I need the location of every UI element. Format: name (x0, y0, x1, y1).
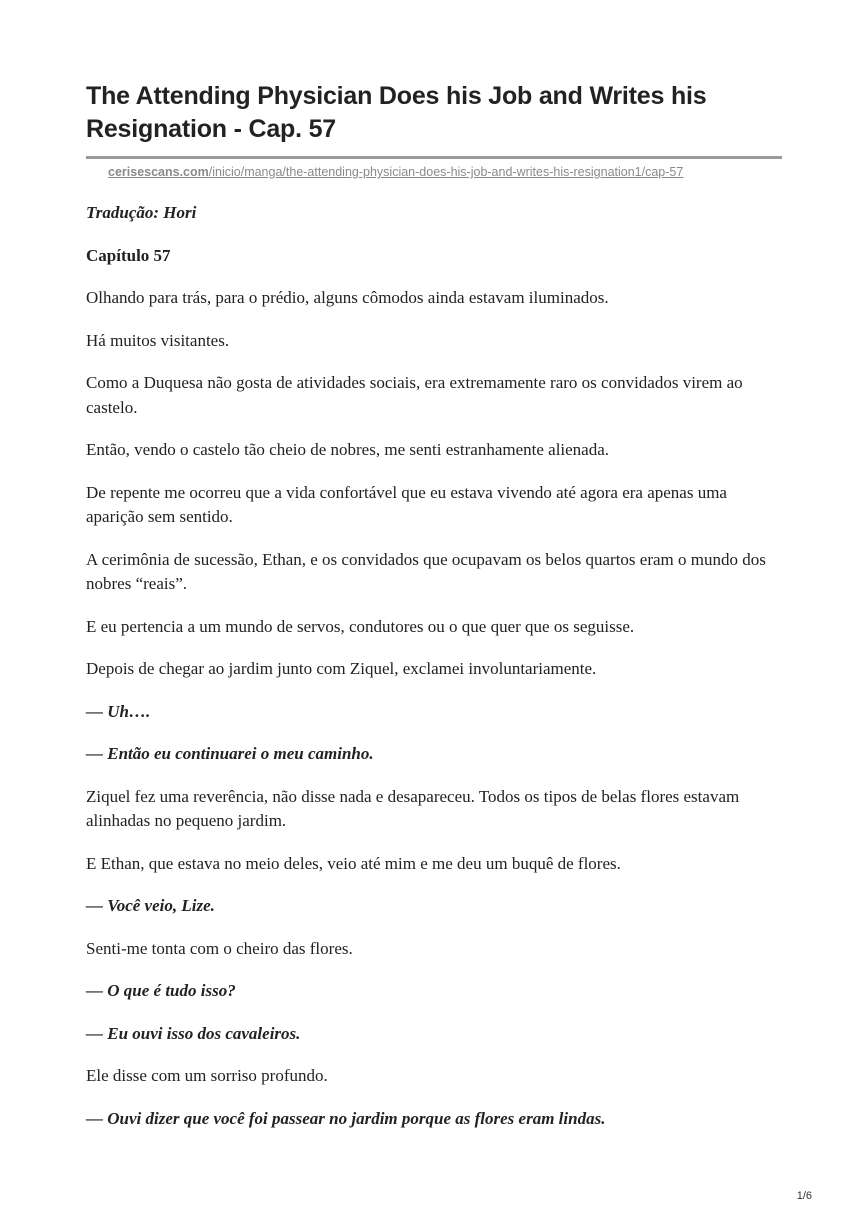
dialogue-line: — Então eu continuarei o meu caminho. (86, 744, 374, 763)
paragraph: De repente me ocorreu que a vida confortável que eu estava vivendo até agora era apenas uma aparição sem sentido. (86, 482, 727, 526)
chapter-content (86, 201, 784, 1131)
dialogue-line: — Você veio, Lize. (86, 896, 215, 915)
chapter-heading: Capítulo 57 (86, 245, 171, 265)
title-divider (86, 156, 782, 159)
paragraph: E Ethan, que estava no meio deles, veio até mim e me deu um buquê de flores. (86, 853, 621, 873)
dialogue-line: — Ouvi dizer que você foi passear no jardim porque as flores eram lindas. (86, 1108, 606, 1128)
paragraph: Ele disse com um sorriso profundo. (86, 1066, 328, 1085)
page-number: 1/6 (796, 1190, 812, 1202)
dialogue-line: — O que é tudo isso? (86, 981, 236, 1000)
paragraph: Então, vendo o castelo tão cheio de nobres, me senti estranhamente alienada. (86, 440, 610, 459)
paragraph: Ziquel fez uma reverência, não disse nada e desapareceu. Todos os tipos de belas flores estavam alinhadas no pequeno jardim. (86, 786, 740, 830)
paragraph: Senti-me tonta com o cheiro das flores. (86, 938, 353, 958)
paragraph: Olhando para trás, para o prédio, alguns cômodos ainda estavam iluminados. (86, 288, 609, 307)
paragraph: Como a Duquesa não gosta de atividades sociais, era extremamente raro os convidados virem ao castelo. (86, 373, 743, 417)
paragraph: A cerimônia de sucessão, Ethan, e os convidados que ocupavam os belos quartos eram o mundo dos nobres “reais”. (86, 549, 766, 593)
paragraph: Há muitos visitantes. (86, 330, 230, 350)
paragraph: E eu pertencia a um mundo de servos, condutores ou o que quer que os seguisse. (86, 616, 635, 636)
translator-credit: Tradução: Hori (86, 203, 197, 222)
paragraph: Depois de chegar ao jardim junto com Ziquel, exclamei involuntariamente. (86, 659, 597, 678)
dialogue-line: — Eu ouvi isso dos cavaleiros. (86, 1023, 301, 1043)
dialogue-line: — Uh…. (86, 701, 151, 721)
source-path[interactable]: /inicio/manga/the-attending-physician-does-his-job-and-writes-his-resignation1/cap-57 (208, 165, 684, 179)
source-domain[interactable]: cerisescans.com (108, 165, 209, 179)
document-page (86, 80, 784, 1149)
page-title: The Attending Physician Does his Job and Writes his Resignation - Cap. 57 (86, 82, 707, 143)
source-link[interactable] (108, 165, 784, 179)
